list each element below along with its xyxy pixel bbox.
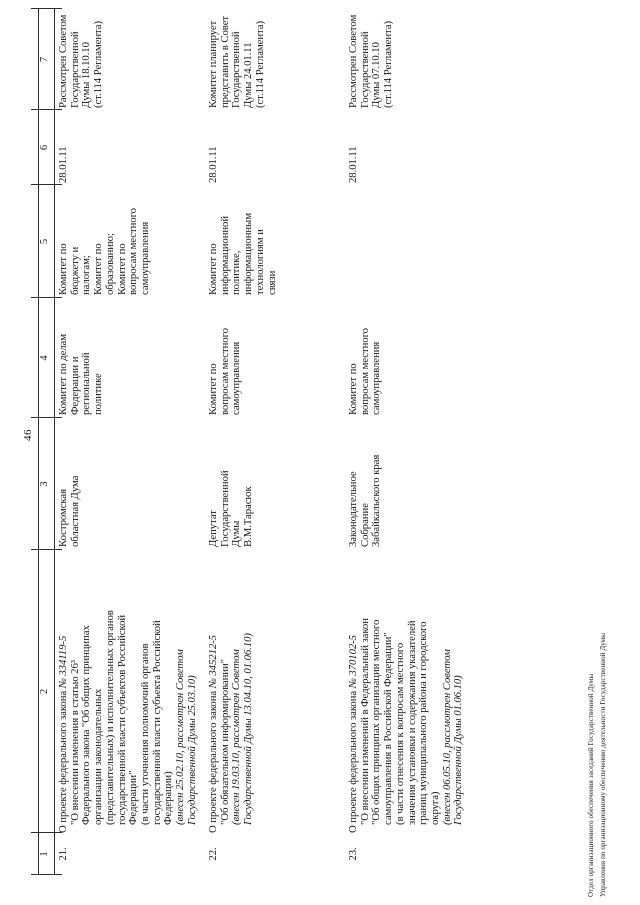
italic-text: Государственной Думы 13.04.10, 01.06.10) <box>242 633 255 825</box>
bill-title-line <box>418 547 430 833</box>
responsible-committee-cell <box>348 302 383 415</box>
text-line: Думы <box>230 520 243 547</box>
text: организации законодательных <box>92 688 105 825</box>
text: Федерального закона "Об общих принципах <box>80 625 93 825</box>
footer-line: Управления по организационному обеспечению деятельности Государственной Думы <box>598 632 607 897</box>
bill-title-line <box>187 547 199 833</box>
italic-text: № 370102-5 <box>347 635 359 689</box>
responsible-committee-cell <box>208 302 243 415</box>
text-line: Депутат <box>207 510 219 547</box>
bill-title-line <box>453 547 465 833</box>
text-line: (ст.114 Регламента) <box>253 21 266 108</box>
text-line: Комитет по <box>92 243 105 295</box>
text-line: связи <box>265 270 278 295</box>
header-cell: 2 <box>39 688 50 695</box>
text-line: Комитет планирует <box>207 20 219 108</box>
bill-title-line <box>243 547 255 833</box>
text: самоуправления в Российской Федерации" <box>382 632 395 825</box>
text-line: Комитет по <box>115 243 128 295</box>
text-line: Государственной <box>218 470 231 547</box>
text-line: информационной <box>218 215 231 295</box>
text: (представительных) и исполнительных органов <box>103 610 116 825</box>
text: (в части уточнения полномочий органов <box>138 643 151 825</box>
text-line: 23. <box>347 847 359 861</box>
date-cell: 28.01.11 <box>207 146 219 183</box>
co-committee-cell <box>58 187 152 295</box>
text-line: областная Дума <box>68 475 81 547</box>
text-line: самоуправления <box>138 221 151 295</box>
text: О проекте федерального закона <box>207 688 219 833</box>
text-line: Думы 24.01.11 <box>242 42 255 108</box>
text-line: Комитет по <box>57 243 69 295</box>
text-line: Собрание <box>358 503 371 547</box>
text-line: информационным <box>242 213 255 295</box>
text: "Об общих принципах организации местного <box>370 619 383 825</box>
text: "О внесении изменения в статью 26³ <box>68 660 81 825</box>
text-line: Комитет по делам <box>57 334 69 415</box>
text-line: (ст.114 Регламента) <box>382 21 395 108</box>
text-line: бюджету и <box>68 246 81 295</box>
text-line: Государственной <box>358 31 371 108</box>
status-cell <box>208 8 267 108</box>
italic-text: № 345212-5 <box>207 635 219 689</box>
text-line: Рассмотрен Советом <box>57 14 69 108</box>
header-cell: 6 <box>39 144 50 151</box>
header-cell: 1 <box>39 851 50 857</box>
co-committee-cell <box>208 187 278 295</box>
text-line: политике, <box>230 250 243 295</box>
text: О проекте федерального закона <box>57 688 69 833</box>
header-cell: 3 <box>39 481 50 487</box>
text-line: Рассмотрен Советом <box>347 14 359 108</box>
text-line: Государственной <box>230 31 243 108</box>
text-line: Федерации и <box>68 356 81 415</box>
bill-title-cell <box>58 547 198 833</box>
text: (в части отнесения к вопросам местного <box>393 642 406 825</box>
text: "О внесении изменений в Федеральный закон <box>358 618 371 825</box>
text-line: 21. <box>57 847 69 861</box>
status-cell <box>58 8 105 108</box>
text-line: самоуправления <box>370 341 383 415</box>
text-line: Думы 07.10.10 <box>370 42 383 108</box>
text-line: Костромская <box>57 489 69 547</box>
text-line: Законодательное <box>347 471 359 547</box>
text-line: Думы 18.10.10 <box>80 42 93 108</box>
text: значения установки и содержания указателей <box>405 620 418 825</box>
text-line: В.М.Тарасюк <box>242 486 255 547</box>
text-line: представить в Совет <box>218 15 231 108</box>
text-line: Государственной <box>68 31 81 108</box>
italic-text: (внесен 25.02.10, рассмотрен Советом <box>174 649 187 825</box>
italic-text: (внесен 19.03.10, рассмотрен Советом <box>230 649 243 825</box>
text-line: вопросам местного <box>127 208 140 295</box>
italic-text: Государственной Думы 01.06.10) <box>452 675 465 825</box>
text: государственной власти субъекта Российской <box>150 620 163 825</box>
text: Федерации) <box>162 771 175 825</box>
initiator-cell <box>348 421 383 547</box>
row-number-cell <box>348 833 360 875</box>
text-line: региональной <box>80 352 93 415</box>
text-line: вопросам местного <box>218 328 231 415</box>
text-line: вопросам местного <box>358 328 371 415</box>
initiator-cell <box>58 421 81 547</box>
date-cell: 28.01.11 <box>347 146 359 183</box>
text: границ муниципального района и городского <box>417 621 430 825</box>
text-line: Комитет по <box>347 363 359 415</box>
text: О проекте федерального закона <box>347 688 359 833</box>
header-bottom-rule <box>54 9 55 875</box>
responsible-committee-cell <box>58 302 105 415</box>
footer <box>586 633 609 897</box>
italic-text: № 334119-5 <box>57 635 69 689</box>
page-number: 46 <box>22 429 34 441</box>
text-line: Забайкальского края <box>370 454 383 547</box>
header-cell: 7 <box>39 56 50 63</box>
italic-text: (внесен 06.05.10, рассмотрен Советом <box>440 649 453 825</box>
text-line: образованию; <box>103 233 116 295</box>
header-cell: 4 <box>39 355 50 361</box>
text-line: технологиям и <box>253 229 266 295</box>
text: Федерации" <box>127 770 140 825</box>
text-line: Комитет по <box>207 243 219 295</box>
bill-title-cell <box>348 547 465 833</box>
text: "Об обязательном информировании" <box>218 659 231 825</box>
footer-line: Отдел организационного обеспечения заседаний Государственной Думы <box>587 673 595 897</box>
text-line: налогам; <box>80 255 93 295</box>
initiator-cell <box>208 421 255 547</box>
row-number-cell <box>58 833 70 875</box>
text-line: (ст.114 Регламента) <box>92 21 105 108</box>
text-line: самоуправления <box>230 341 243 415</box>
text-line: 22. <box>207 847 219 861</box>
text-line: политике <box>92 373 105 415</box>
text: государственной власти субъектов Российской <box>115 614 128 825</box>
status-cell <box>348 8 395 108</box>
header-cell: 5 <box>39 238 50 245</box>
row-number-cell <box>208 833 220 875</box>
bill-title-cell <box>208 547 255 833</box>
text: округа) <box>428 791 441 825</box>
italic-text: Государственной Думы 25.03.10) <box>185 675 198 825</box>
date-cell: 28.01.11 <box>57 146 69 183</box>
text-line: Комитет по <box>207 363 219 415</box>
